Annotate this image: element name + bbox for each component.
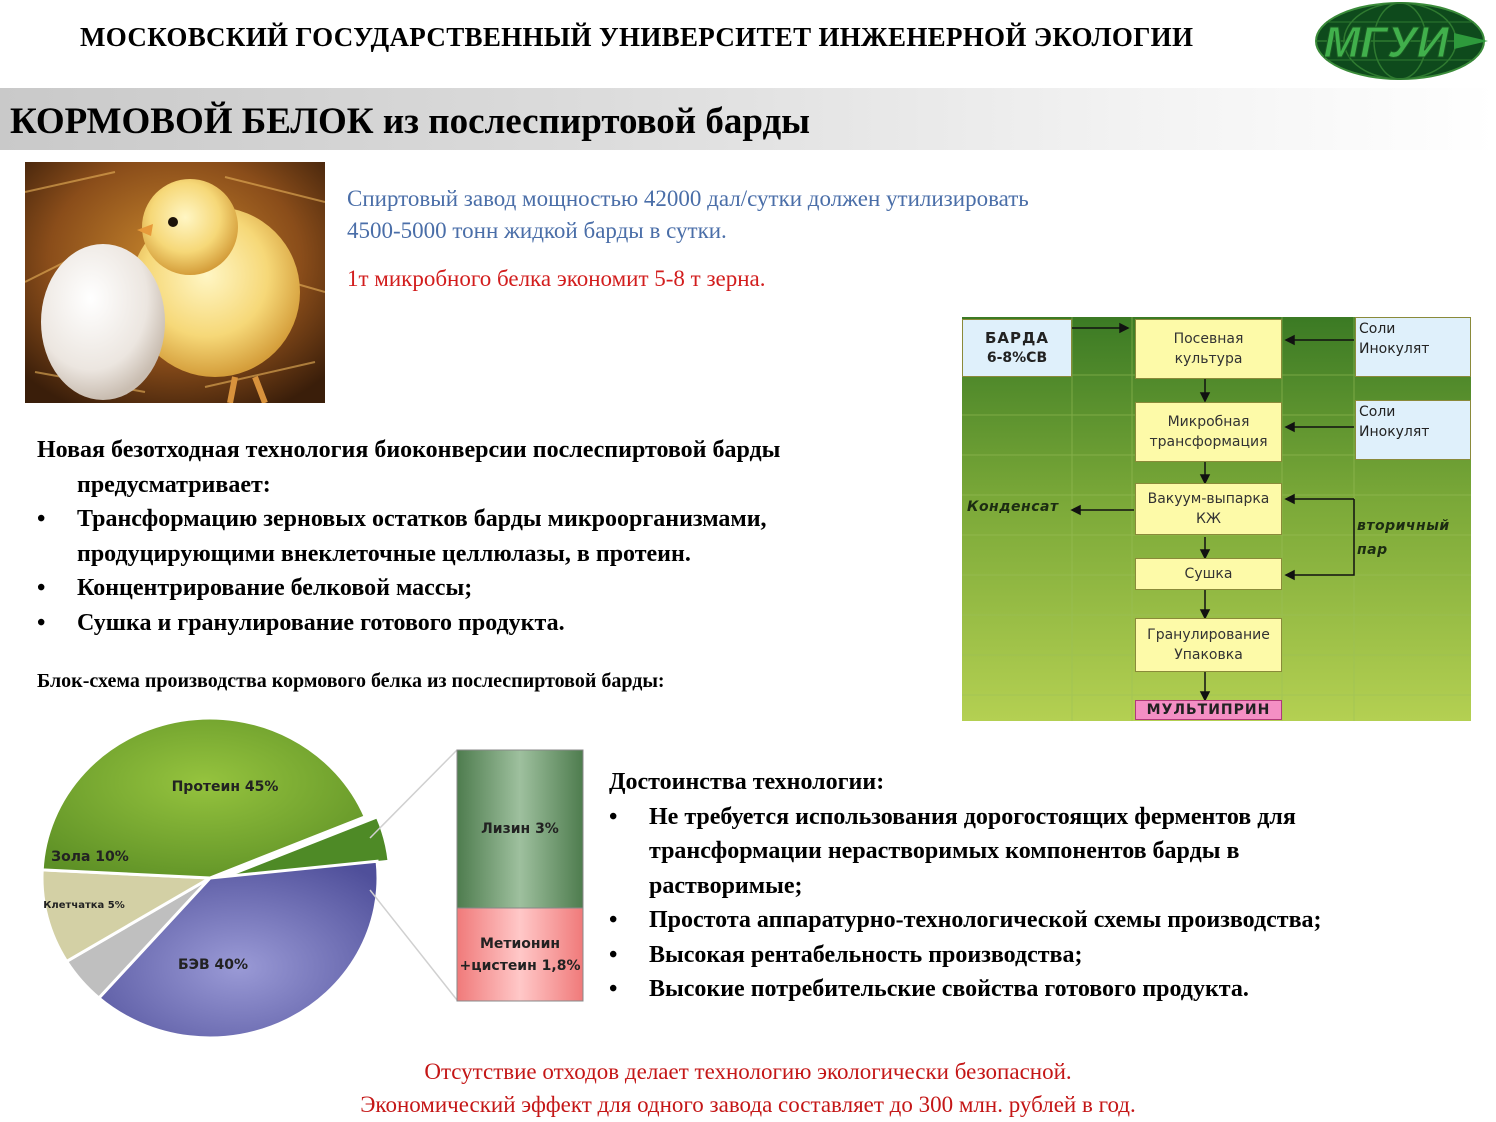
secondary-steam-line-1: вторичный: [1357, 518, 1450, 534]
granulation-line-2: Упаковка: [1174, 647, 1243, 663]
condensate-label: Конденсат: [967, 499, 1059, 515]
salts-label: Соли: [1359, 321, 1396, 337]
microbial-transformation-box: [1135, 402, 1282, 462]
vacuum-evaporation-line-2: КЖ: [1195, 511, 1222, 527]
advantage-item: • Высокая рентабельность производства;: [609, 938, 1489, 973]
plant-capacity-text: [347, 183, 1029, 247]
technology-item: • Концентрирование белковой массы;: [37, 571, 937, 606]
drying-box: [1135, 558, 1282, 590]
vacuum-evaporation-box: [1135, 483, 1282, 535]
plant-capacity-line-2: 4500-5000 тонн жидкой барды в сутки.: [347, 218, 727, 243]
advantage-line: растворимые;: [649, 872, 803, 899]
advantage-line: • Не требуется использования дорогостоящих ферментов для: [649, 803, 1296, 830]
barda-dry-matter: 6-8%СВ: [986, 350, 1048, 366]
technology-intro: Новая безотходная технология биоконверсии послеспиртовой барды предусматривает:: [37, 437, 781, 498]
microbial-transformation-line-1: Микробная: [1167, 414, 1250, 430]
protein-economy-note: 1т микробного белка экономит 5-8 т зерна.: [347, 266, 766, 291]
plant-capacity-line-1: Спиртовый завод мощностью 42000 дал/сутки должен утилизировать: [347, 186, 1029, 211]
product-label: МУЛЬТИПРИН: [1146, 702, 1271, 718]
inoculum-label: Инокулят: [1359, 341, 1430, 357]
protein-slice-label: Протеин 45%: [171, 779, 279, 795]
footer-line-2: Экономический эффект для одного завода составляет до 300 млн. рублей в год.: [360, 1092, 1136, 1117]
advantage-item: [609, 800, 1489, 904]
seed-culture-line-2: культура: [1174, 351, 1243, 367]
globe-logo-icon: [1314, 0, 1490, 82]
nfe-slice-label: БЭВ 40%: [178, 957, 248, 973]
seed-culture-line-1: Посевная: [1173, 331, 1244, 347]
technology-item: • Трансформацию зерновых остатков барды микроорганизмами, продуцирующими внеклеточные целлюлазы, в протеин.: [37, 502, 937, 571]
salts-label: Соли: [1359, 404, 1396, 420]
advantages-heading: Достоинства технологии:: [609, 769, 885, 795]
advantage-item: • Высокие потребительские свойства готового продукта.: [609, 972, 1489, 1007]
advantage-line: трансформации нерастворимых компонентов барды в: [649, 838, 1240, 864]
barda-box: [962, 319, 1072, 377]
technology-item: • Сушка и гранулирование готового продукта.: [37, 606, 937, 641]
lysine-label: Лизин 3%: [481, 821, 559, 837]
logo-text: МГУИ: [1323, 18, 1449, 67]
university-logo: [1314, 0, 1490, 82]
page-title: КОРМОВОЙ БЕЛОК из послеспиртовой барды: [10, 101, 811, 142]
pie-slices: [42, 718, 389, 1038]
footer-conclusion: [0, 1055, 1496, 1121]
salts-inoculum-box-1: [1355, 317, 1471, 377]
methionine-bar: [457, 908, 583, 1001]
methionine-label-line-2: +цистеин 1,8%: [459, 958, 581, 974]
advantage-item: • Простота аппаратурно-технологической схемы производства;: [609, 903, 1489, 938]
chick-egg-photo: [25, 162, 325, 403]
product-box: [1135, 700, 1282, 720]
ash-slice-label: Зола 10%: [51, 849, 129, 865]
process-flowchart: [962, 317, 1471, 721]
flowchart-caption: Блок-схема производства кормового белка из послеспиртовой барды:: [37, 670, 665, 692]
breakdown-connector-lines: [370, 750, 457, 1000]
university-name: МОСКОВСКИЙ ГОСУДАРСТВЕННЫЙ УНИВЕРСИТЕТ ИНЖЕНЕРНОЙ ЭКОЛОГИИ: [80, 22, 1194, 52]
fiber-slice-label: Клетчатка 5%: [43, 900, 125, 911]
microbial-transformation-line-2: трансформация: [1149, 434, 1268, 450]
secondary-steam-label: [1357, 514, 1450, 562]
vacuum-evaporation-line-1: Вакуум-выпарка: [1147, 491, 1270, 507]
advantages-section: [609, 765, 1489, 1007]
composition-pie-chart: [20, 700, 600, 1060]
granulation-box: [1135, 618, 1282, 672]
seed-culture-box: [1135, 319, 1282, 379]
inoculum-label: Инокулят: [1359, 424, 1430, 440]
granulation-line-1: Гранулирование: [1147, 627, 1270, 643]
methionine-label-line-1: Метионин: [479, 936, 561, 952]
drying-label: Сушка: [1184, 566, 1233, 582]
barda-label: БАРДА: [984, 329, 1049, 347]
salts-inoculum-box-2: [1355, 400, 1471, 460]
secondary-steam-line-2: пар: [1357, 542, 1388, 558]
footer-line-1: Отсутствие отходов делает технологию экологически безопасной.: [424, 1059, 1072, 1084]
technology-description: [37, 433, 937, 640]
